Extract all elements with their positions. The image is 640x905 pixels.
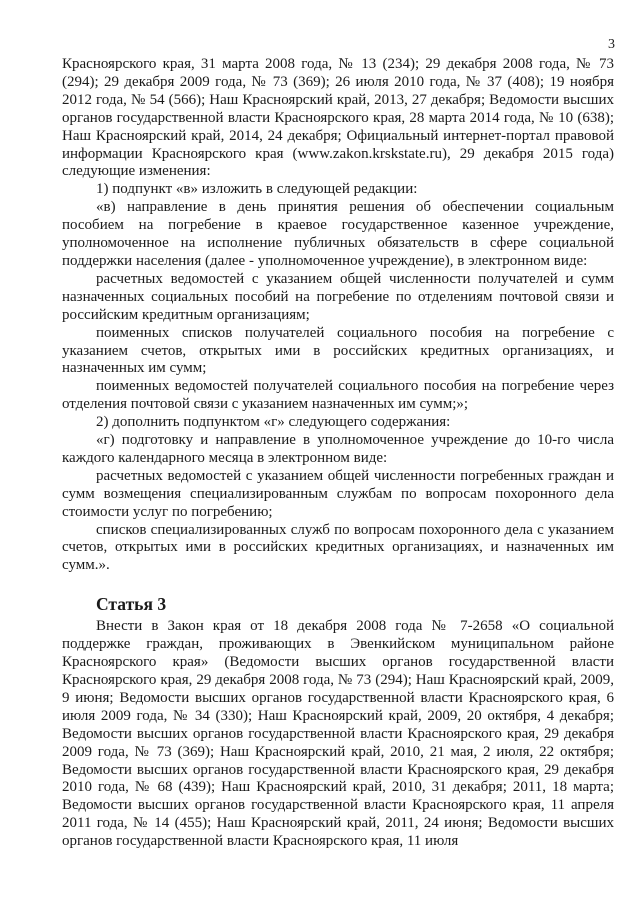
- paragraph-subpoint-2: 2) дополнить подпунктом «г» следующего содержания:: [96, 414, 451, 431]
- document-body: [62, 56, 614, 851]
- article-heading: Статья 3: [96, 594, 167, 615]
- paragraph-named-lists: поименных списков получателей социального пособия на погребение с указанием счетов, открытых ими в российских кредитных организациях, и назначенных им сумм;: [62, 324, 614, 377]
- paragraph-named-statements: поименных ведомостей получателей социального пособия на погребение через отделения почтовой связи с указанием назначенных им сумм;»;: [62, 378, 614, 413]
- paragraph-subpoint-1: 1) подпункт «в» изложить в следующей редакции:: [96, 181, 418, 198]
- article-text: Внести в Закон края от 18 декабря 2008 года № 7-2658 «О социальной поддержке граждан, проживающих в Эвенкийском муниципальном районе Красноярского края» (Ведомости высших органов государственной власти Красноярского края, 29 декабря 2008 года, № 73 (294); Наш Красноярский край, 2009, 9 июня; Ведомости высших органов государственной власти Красноярского края, 6 июля 2009 года, № 34 (330); Наш Красноярский край, 2009, 20 октября, 4 декабря; Ведомости высших органов государственной власти Красноярского края, 29 декабря 2009 года, № 73 (369); Наш Красноярский край, 2010, 21 мая, 2 июля, 22 октября; Ведомости высших органов государственной власти Красноярского края, 29 декабря 2010 года, № 68 (439); Наш Красноярский край, 2010, 31 декабря; 2011, 18 марта; Ведомости высших органов государственной власти Красноярского края, 11 апреля 2011 года, № 14 (455); Наш Красноярский край, 2011, 24 июня; Ведомости высших органов государственной власти Красноярского края, 11 июля: [62, 618, 614, 850]
- paragraph-service-lists: списков специализированных служб по вопросам похоронного дела с указанием счетов, открытых ими в российских кредитных организациях, и назначенных им сумм.».: [62, 521, 614, 574]
- paragraph-subpoint-g: «г) подготовку и направление в уполномоченное учреждение до 10-го числа каждого календарного месяца в электронном виде:: [62, 432, 614, 466]
- paragraph-continuation: Красноярского края, 31 марта 2008 года, № 13 (234); 29 декабря 2008 года, № 73 (294); 29 декабря 2009 года, № 73 (369); 26 июля 2010 года, № 37 (408); 19 ноября 2012 года, № 54 (566); Наш Красноярский край, 2013, 27 декабря; Ведомости высших органов государственной власти Красноярского края, 28 марта 2014 года, № 10 (638); Наш Красноярский край, 2014, 24 декабря; Официальный интернет-портал правовой информации Красноярского края (www.zakon.krskstate.ru), 29 декабря 2015 года) следующие изменения:: [62, 56, 614, 180]
- paragraph-burial-statements: расчетных ведомостей с указанием общей численности погребенных граждан и сумм возмещения специализированным службам по вопросам похоронного дела стоимости услуг по погребению;: [62, 467, 614, 520]
- paragraph-settlement-statements: расчетных ведомостей с указанием общей численности получателей и сумм назначенных социальных пособий на погребение по отделениям почтовой связи и российским кредитным организациям;: [62, 270, 614, 323]
- paragraph-subpoint-v: «в) направление в день принятия решения об обеспечении социальным пособием на погребение в краевое государственное казенное учреждение, уполномоченное на исполнение публичных обязательств в сфере социальной поддержки населения (далее - уполномоченное учреждение), в электронном виде:: [62, 199, 614, 269]
- page-number: 3: [608, 37, 615, 52]
